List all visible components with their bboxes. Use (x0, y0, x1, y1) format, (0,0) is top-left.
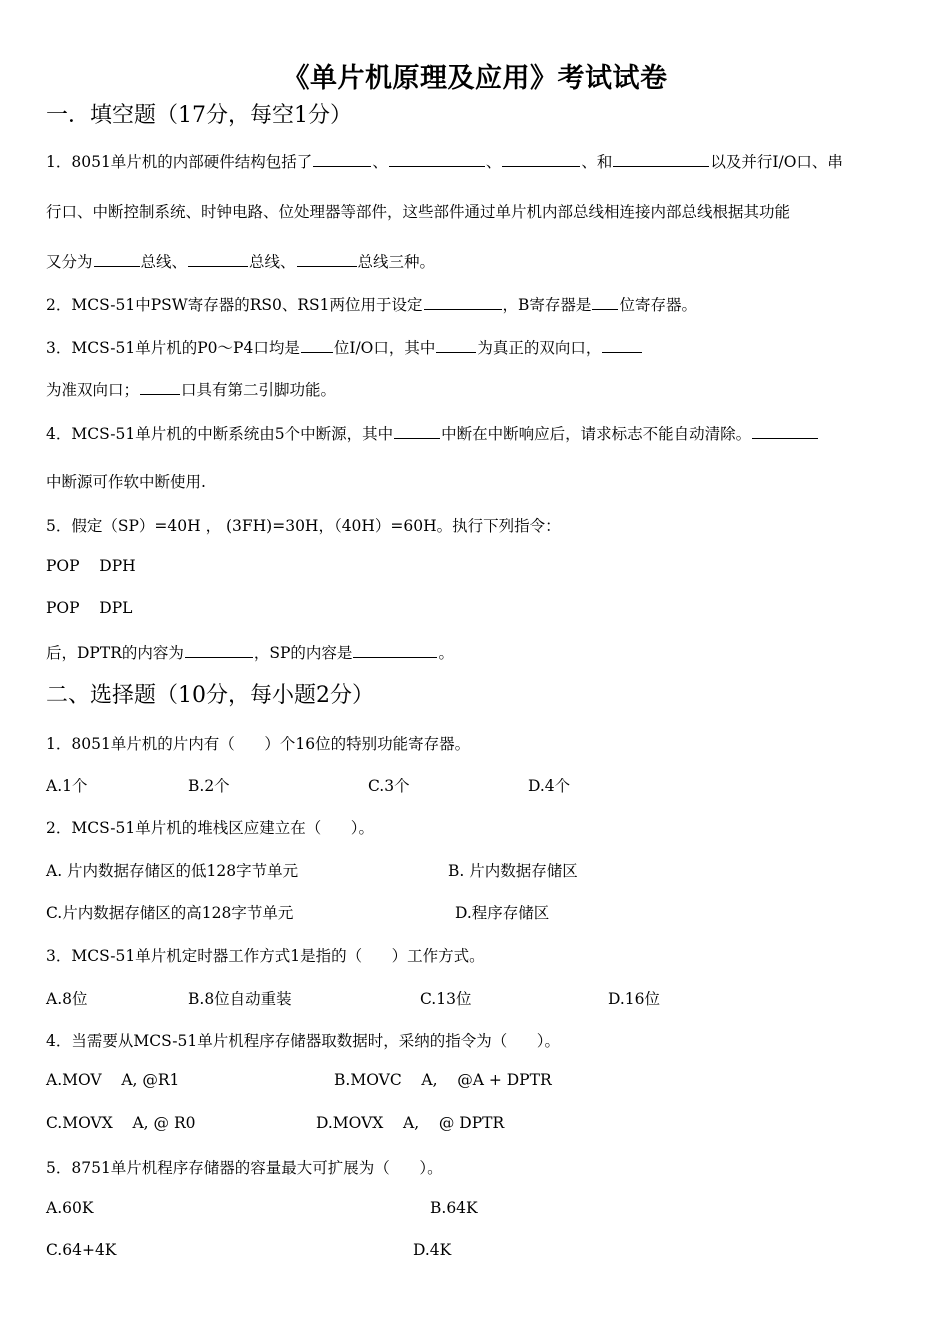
s1-q5-res-a: 后，DPTR的内容为 (46, 644, 184, 662)
s2-q5-stem: 5．8751单片机程序存储器的容量最大可扩展为（ ）。 (46, 1159, 443, 1177)
s1-q4-line2: 中断源可作软中断使用. (46, 473, 206, 491)
blank (613, 151, 709, 168)
s1-q2-a: 2．MCS-51中PSW寄存器的RS0、RS1两位用于设定 (46, 296, 423, 314)
blank (592, 294, 618, 311)
s1-q1-l3-a: 又分为 (46, 253, 93, 271)
s1-q4-a: 4．MCS-51单片机的中断系统由5个中断源，其中 (46, 425, 394, 443)
s1-q1-l3-c: 总线、 (249, 253, 296, 271)
s1-q5-instr1: POP DPH (46, 557, 136, 575)
section2-heading: 二、选择题（10分，每小题2分） (46, 683, 374, 708)
s1-q4-line1 (46, 422, 819, 444)
blank (602, 337, 642, 354)
s1-q1-text-a: 1．8051单片机的内部硬件结构包括了 (46, 153, 313, 171)
s1-q3-b: 位I/O口，其中 (333, 339, 436, 357)
s1-q5-res-c: 。 (438, 644, 454, 662)
s2-q1-option-a: A.1个 (46, 777, 88, 795)
s2-q3-option-d: D.16位 (608, 990, 661, 1008)
blank (301, 337, 333, 354)
s1-q2 (46, 293, 697, 315)
s1-q5-result (46, 641, 454, 663)
s1-q1-text-b: 以及并行I/O口、串 (710, 153, 843, 171)
s1-q1-l3-d: 总线三种。 (357, 253, 436, 271)
s1-q3-line2 (46, 378, 336, 400)
blank (752, 423, 818, 440)
s1-q1-l3-b: 总线、 (140, 253, 188, 271)
s2-q2-option-b: B. 片内数据存储区 (448, 862, 578, 880)
s1-q2-b: ，B寄存器是 (502, 296, 592, 314)
s1-q1-sep1: 、 (372, 153, 388, 171)
s2-q4-option-b: B.MOVC A, @A + DPTR (334, 1071, 552, 1089)
s1-q4-b: 中断在中断响应后，请求标志不能自动清除。 (441, 425, 752, 443)
s2-q2-option-d: D.程序存储区 (455, 904, 550, 922)
blank (297, 251, 357, 268)
s2-q4-option-c: C.MOVX A, @ R0 (46, 1114, 196, 1132)
s2-q5-option-b: B.64K (430, 1199, 478, 1217)
s2-q2-option-c: C.片内数据存储区的高128字节单元 (46, 904, 294, 922)
blank (394, 423, 440, 440)
s1-q3-c: 为真正的双向口， (477, 339, 602, 357)
s2-q1-option-d: D.4个 (528, 777, 571, 795)
s1-q5-stem: 5．假定（SP）=40H ， (3FH)=30H，（40H）=60H。执行下列指令： (46, 517, 561, 535)
s2-q1-option-b: B.2个 (188, 777, 230, 795)
s2-q4-option-d: D.MOVX A, @ DPTR (316, 1114, 505, 1132)
s2-q2-stem: 2．MCS-51单片机的堆栈区应建立在（ ）。 (46, 819, 375, 837)
blank (185, 642, 253, 659)
s1-q2-c: 位寄存器。 (619, 296, 697, 314)
s1-q1-sep2: 、 (485, 153, 502, 171)
s1-q3-l2-b: 口具有第二引脚功能。 (181, 381, 337, 399)
s1-q1-line3 (46, 250, 435, 272)
blank (502, 151, 580, 168)
s2-q3-option-b: B.8位自动重装 (188, 990, 292, 1008)
s1-q3-line1 (46, 336, 643, 358)
s1-q1-sep3: 、和 (581, 153, 613, 171)
s2-q4-option-a: A.MOV A, @R1 (46, 1071, 180, 1089)
blank (313, 151, 371, 168)
s2-q3-stem: 3．MCS-51单片机定时器工作方式1是指的（ ）工作方式。 (46, 947, 485, 965)
s2-q5-option-d: D.4K (413, 1241, 452, 1259)
blank (188, 251, 248, 268)
blank (140, 379, 180, 396)
s2-q4-stem: 4．当需要从MCS-51单片机程序存储器取数据时，采纳的指令为（ ）。 (46, 1032, 561, 1050)
blank (353, 642, 437, 659)
s2-q5-option-c: C.64+4K (46, 1241, 117, 1259)
blank (94, 251, 140, 268)
s2-q3-option-a: A.8位 (46, 990, 88, 1008)
s2-q5-option-a: A.60K (46, 1199, 94, 1217)
section1-heading: 一．填空题（17分，每空1分） (46, 103, 352, 128)
s1-q3-l2-a: 为准双向口； (46, 381, 140, 399)
s1-q1-line1 (46, 150, 843, 172)
blank (436, 337, 476, 354)
exam-title: 《单片机原理及应用》考试试卷 (282, 63, 668, 94)
s1-q5-instr2: POP DPL (46, 599, 133, 617)
s1-q1-line2: 行口、中断控制系统、时钟电路、位处理器等部件，这些部件通过单片机内部总线相连接内部总线根据其功能 (46, 203, 791, 221)
s1-q3-a: 3．MCS-51单片机的P0～P4口均是 (46, 339, 300, 357)
blank (389, 151, 485, 168)
s1-q5-res-b: ，SP的内容是 (253, 644, 353, 662)
s2-q2-option-a: A. 片内数据存储区的低128字节单元 (46, 862, 299, 880)
s2-q3-option-c: C.13位 (420, 990, 472, 1008)
s2-q1-stem: 1．8051单片机的片内有（ ）个16位的特别功能寄存器。 (46, 735, 471, 753)
blank (424, 294, 502, 311)
s2-q1-option-c: C.3个 (368, 777, 410, 795)
